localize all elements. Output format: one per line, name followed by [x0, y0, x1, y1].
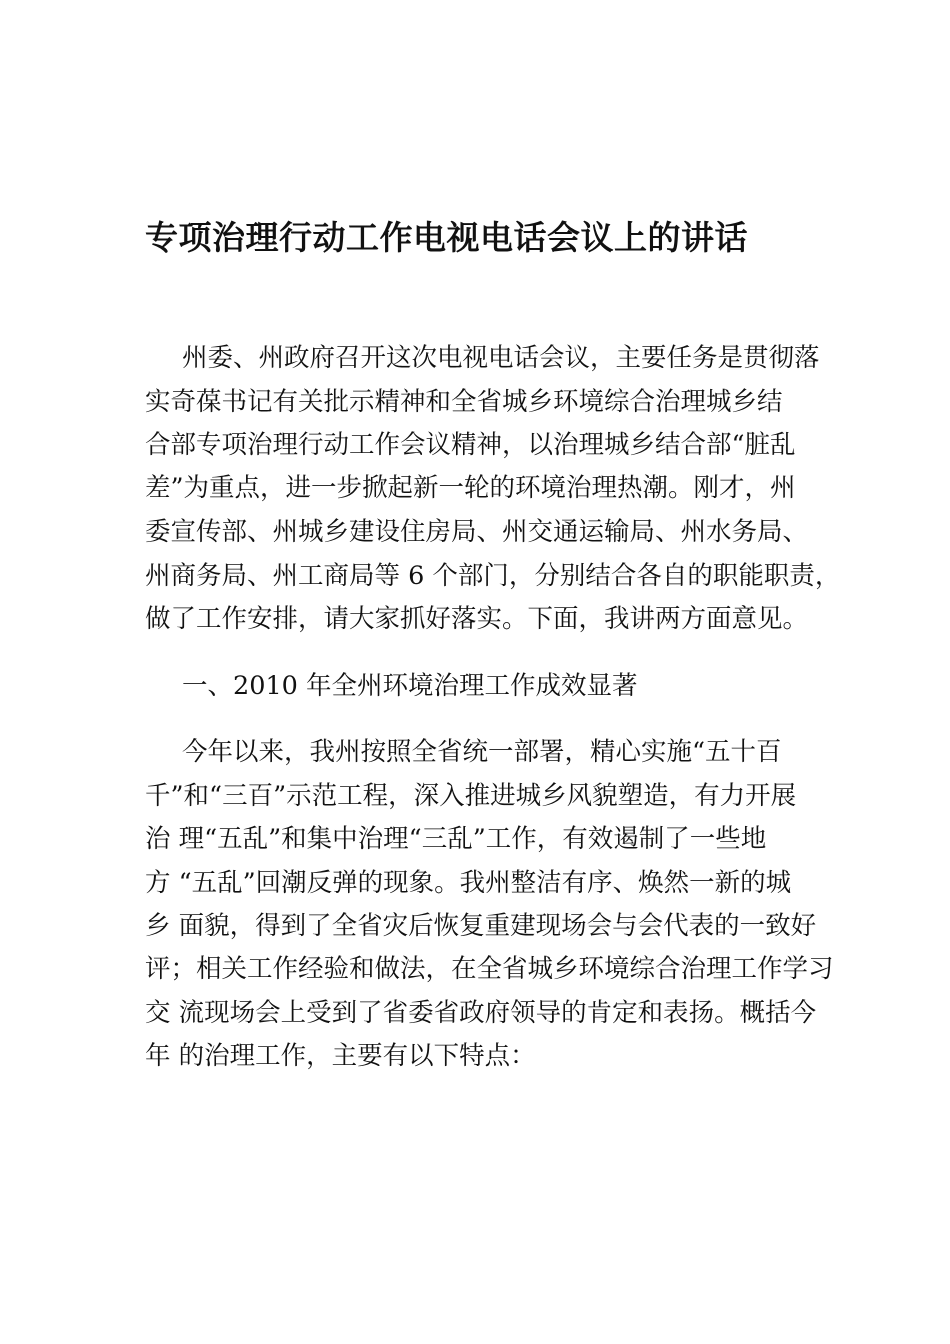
- paragraph-1-line-6: 州商务局、州工商局等 6 个部门，分别结合各自的职能职责，: [145, 561, 841, 591]
- paragraph-1-line-1: 州委、州政府召开这次电视电话会议，主要任务是贯彻落: [182, 343, 820, 373]
- paragraph-2-line-6: 评；相关工作经验和做法，在全省城乡环境综合治理工作学习: [145, 954, 834, 984]
- paragraph-1-line-5: 委宣传部、州城乡建设住房局、州交通运输局、州水务局、: [145, 517, 809, 547]
- section-heading: 一、2010 年全州环境治理工作成效显著: [182, 671, 638, 701]
- document-title: 专项治理行动工作电视电话会议上的讲话: [145, 218, 748, 257]
- paragraph-1-line-2: 实奇葆书记有关批示精神和全省城乡环境综合治理城乡结: [145, 387, 783, 417]
- paragraph-2-line-1: 今年以来，我州按照全省统一部署，精心实施“五十百: [182, 737, 782, 767]
- paragraph-2-line-3: 治 理“五乱”和集中治理“三乱”工作，有效遏制了一些地: [145, 824, 767, 854]
- paragraph-2-line-8: 年 的治理工作，主要有以下特点：: [145, 1041, 536, 1071]
- paragraph-1-line-3: 合部专项治理行动工作会议精神，以治理城乡结合部“脏乱: [145, 430, 796, 460]
- paragraph-2-line-2: 千”和“三百”示范工程，深入推进城乡风貌塑造，有力开展: [145, 781, 797, 811]
- paragraph-1-line-7: 做了工作安排，请大家抓好落实。下面，我讲两方面意见。: [145, 604, 809, 634]
- paragraph-2-line-7: 交 流现场会上受到了省委省政府领导的肯定和表扬。概括今: [145, 998, 817, 1028]
- paragraph-1-line-4: 差”为重点，进一步掀起新一轮的环境治理热潮。刚才，州: [145, 473, 796, 503]
- paragraph-2-line-5: 乡 面貌，得到了全省灾后恢复重建现场会与会代表的一致好: [145, 911, 817, 941]
- paragraph-2-line-4: 方 “五乱”回潮反弹的现象。我州整洁有序、焕然一新的城: [145, 868, 792, 898]
